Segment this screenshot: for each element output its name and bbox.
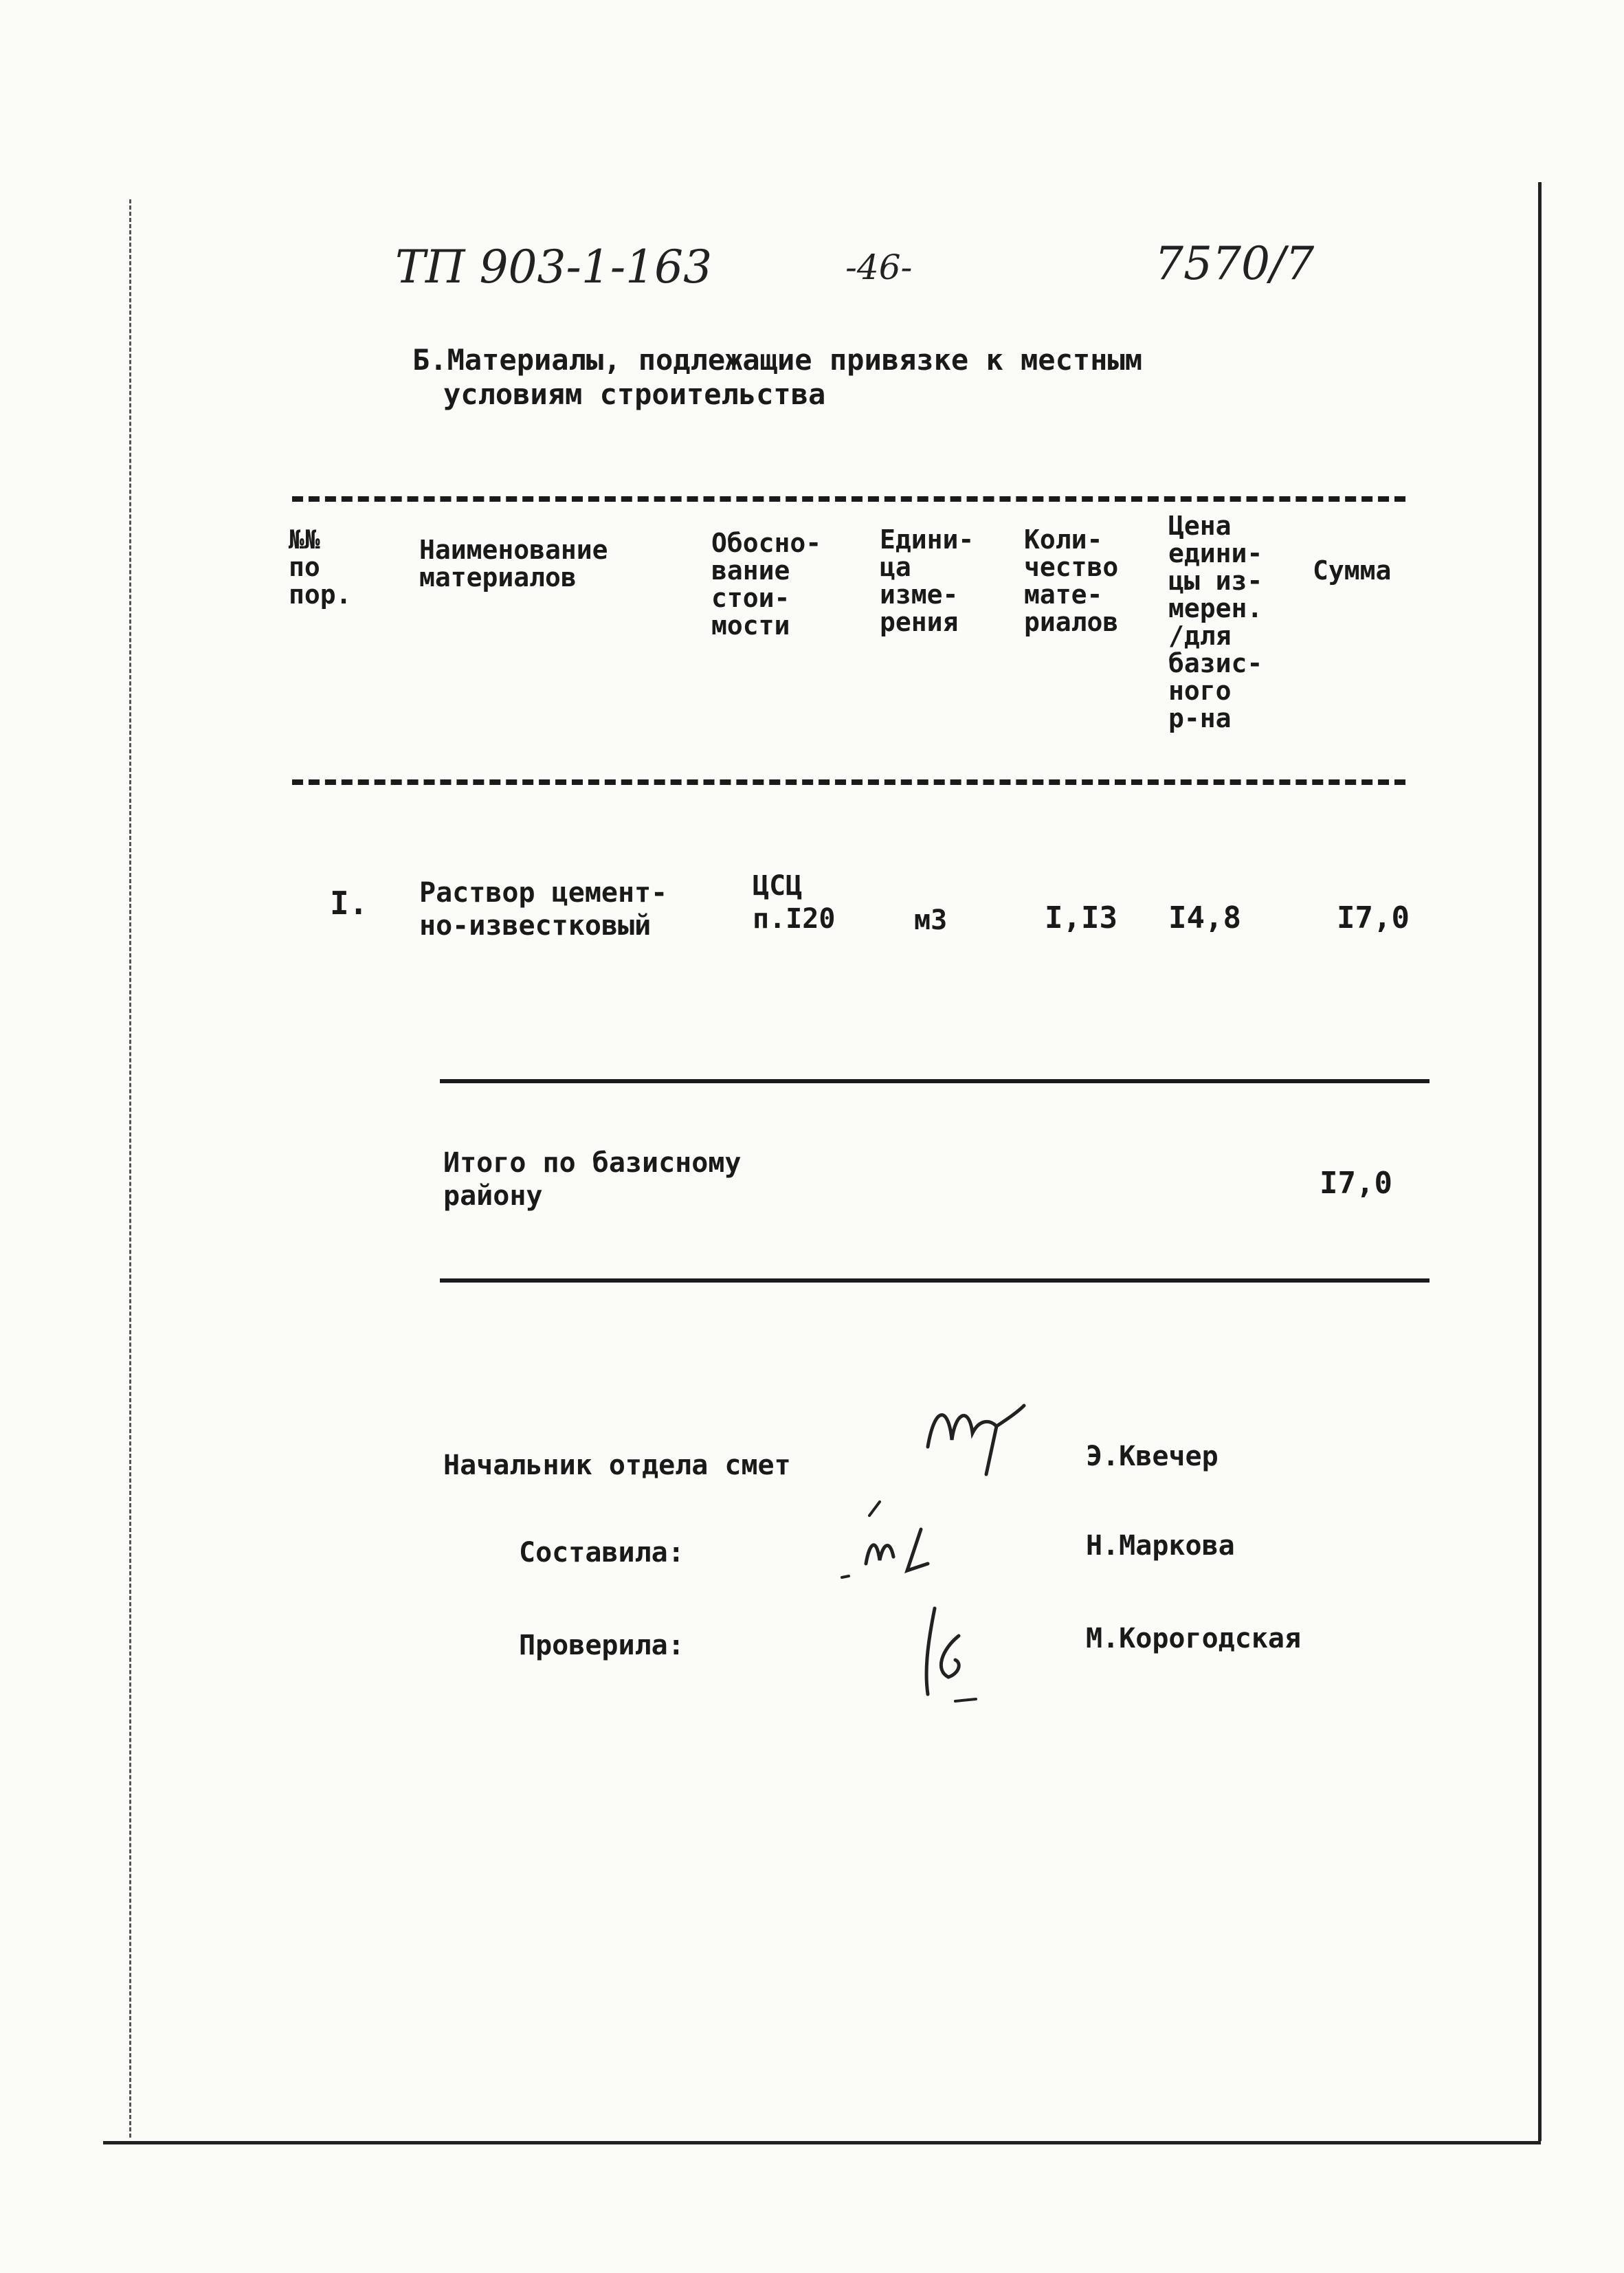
signer-role-head: Начальник отдела смет <box>443 1450 791 1481</box>
row-price: I4,8 <box>1168 900 1241 935</box>
handwritten-signature-1 <box>921 1399 1031 1484</box>
row-sum: I7,0 <box>1337 900 1410 935</box>
total-bottom-rule <box>440 1278 1430 1283</box>
section-title-line1: Б.Материалы, подлежащие привязке к местным <box>412 343 1143 377</box>
doc-code: ТП 903-1-163 <box>395 241 713 293</box>
col-header-price: Цена едини- цы из- мерен. /для базис- ного р-на <box>1168 511 1263 733</box>
signer-name-head: Э.Квечер <box>1086 1441 1219 1472</box>
total-label: Итого по базисному району <box>443 1147 742 1212</box>
row-number: I. <box>330 885 368 922</box>
handwritten-signature-2 <box>838 1488 962 1587</box>
col-header-name: Наименование материалов <box>419 535 608 592</box>
col-header-basis: Обосно- вание стои- мости <box>711 528 822 641</box>
table-header-bottom-rule <box>292 779 1405 785</box>
signer-name-compiled: Н.Маркова <box>1086 1530 1235 1562</box>
signer-name-checked: М.Корогодская <box>1086 1623 1302 1654</box>
section-title-line2: условиям строительства <box>443 377 826 411</box>
sheet-reference: 7570/7 <box>1155 237 1315 290</box>
signer-role-compiled: Составила: <box>519 1537 685 1568</box>
handwritten-signature-3 <box>907 1595 1003 1707</box>
col-header-quantity: Коли- чество мате- риалов <box>1024 524 1119 637</box>
bottom-border-line <box>103 2141 1541 2144</box>
total-top-rule <box>440 1079 1430 1083</box>
table-top-rule <box>292 496 1405 502</box>
right-border-line <box>1538 182 1542 2141</box>
left-margin-line <box>129 199 131 2138</box>
col-header-number: №№ по пор. <box>289 524 352 610</box>
row-unit: м3 <box>914 905 948 936</box>
row-quantity: I,I3 <box>1045 900 1117 935</box>
col-header-unit: Едини- ца изме- рения <box>880 524 975 637</box>
row-basis: ЦСЦ п.I20 <box>753 870 836 935</box>
total-value: I7,0 <box>1320 1166 1392 1201</box>
col-header-sum: Сумма <box>1313 555 1392 586</box>
page-number: -46- <box>845 247 913 287</box>
row-material-name: Раствор цемент- но-известковый <box>419 877 668 942</box>
signer-role-checked: Проверила: <box>519 1630 685 1661</box>
